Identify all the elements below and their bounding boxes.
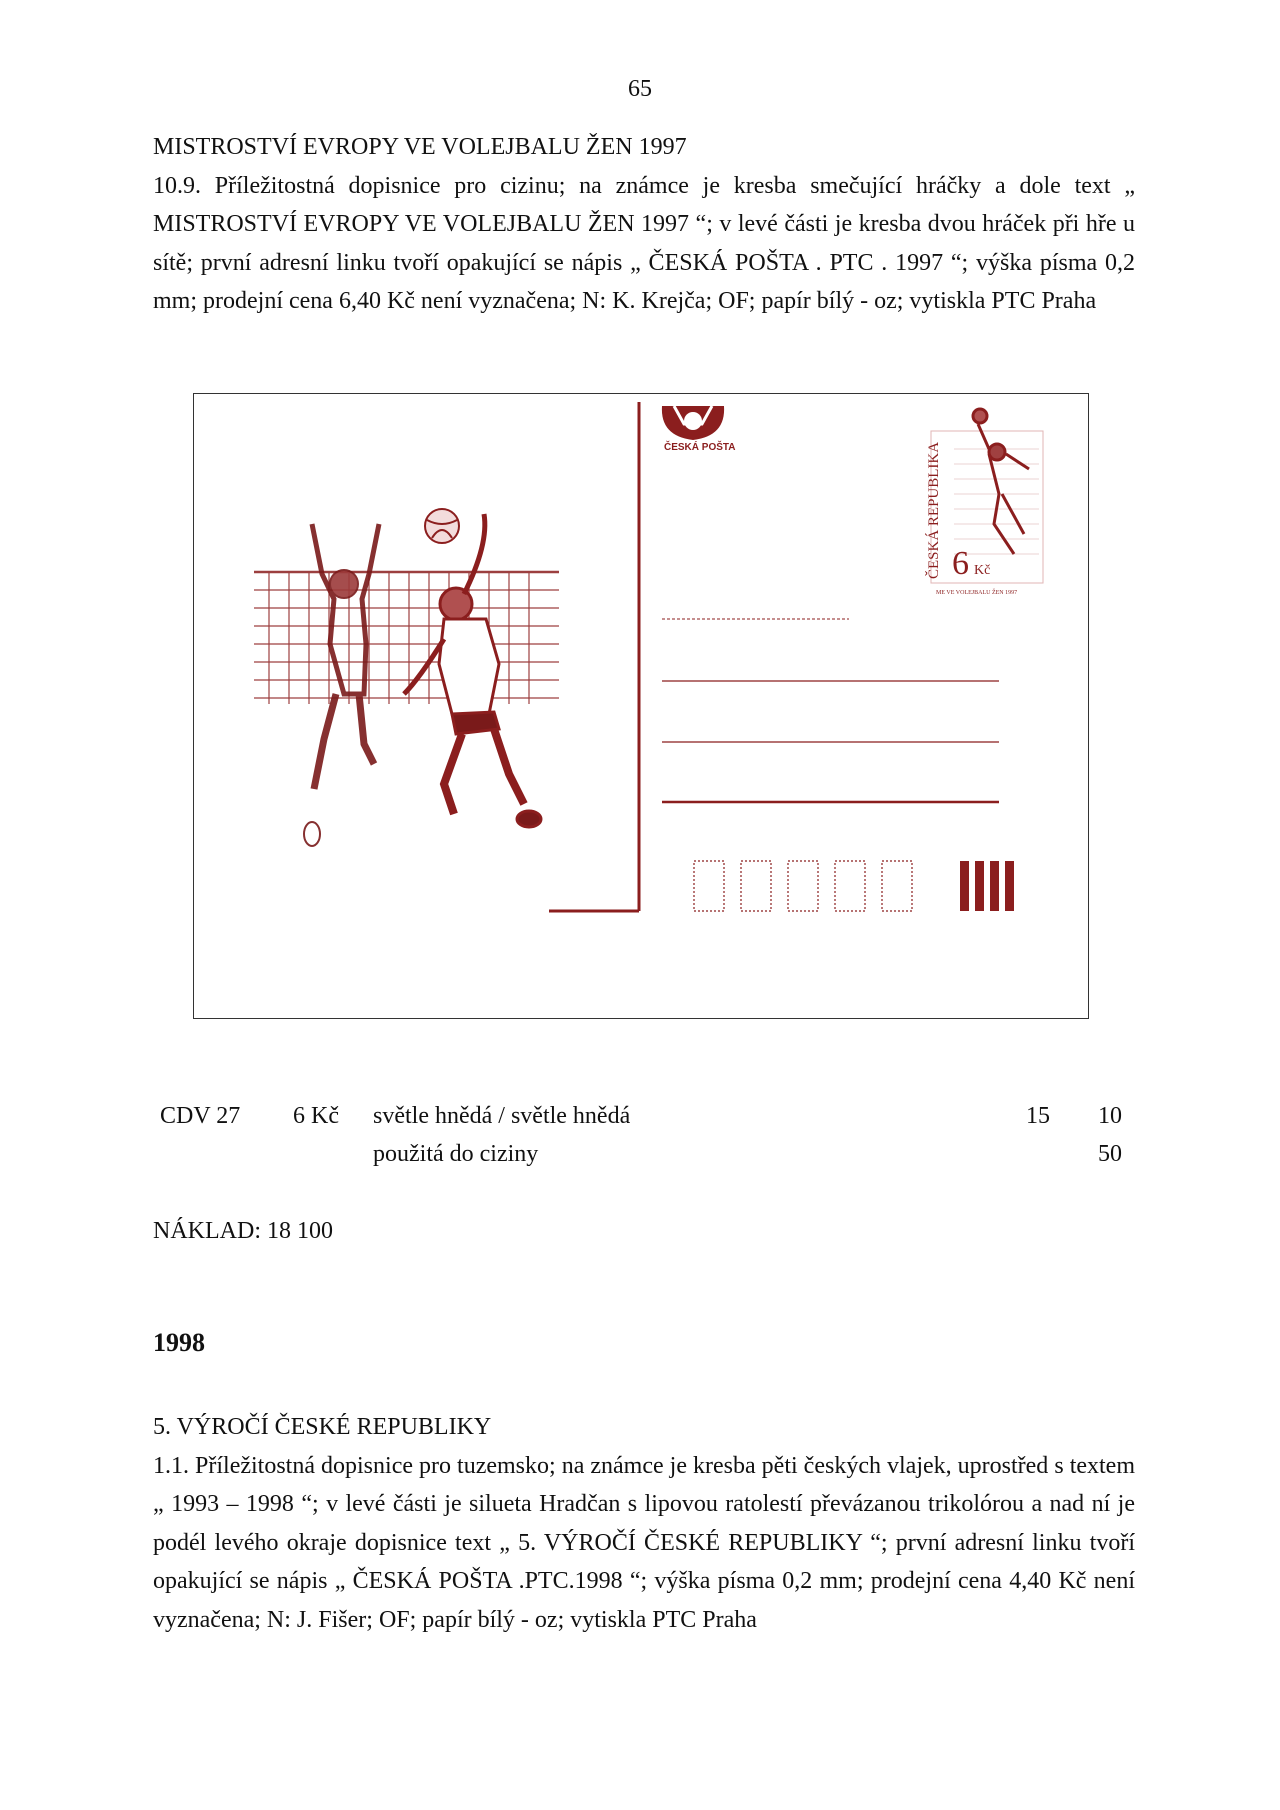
section-title: MISTROSTVÍ EVROPY VE VOLEJBALU ŽEN 1997: [153, 134, 687, 160]
postal-code-boxes: [694, 861, 912, 911]
section-description: 10.9. Příležitostná dopisnice pro cizinu; na známce je kresba smečující hráčky a dole text „ MISTROSTVÍ EVROPY VE VOLEJBALU ŽEN 1997 “; v levé části je kresba dvou hráček při hře u sítě; první adresní linku tvoří opakující se nápis „ ČESKÁ POŠTA . PTC . 1997 “; výška písma 0,2 mm; prodejní cena 6,40 Kč není vyznačena; N: K. Krejča; OF; papír bílý - oz; vytiskla PTC Praha: [153, 172, 1135, 314]
section-description: 1.1. Příležitostná dopisnice pro tuzemsko; na známce je kresba pěti českých vlajek, uprostřed s textem „ 1993 – 1998 “; v levé části je silueta Hradčan s lipovou ratolestí převázanou trikolórou a nad ní je podél levého okraje dopisnice text „ 5. VÝROČÍ ČESKÉ REPUBLIKY “; první adresní linku tvoří opakující se nápis „ ČESKÁ POŠTA .PTC.1998 “; výška písma 0,2 mm; prodejní cena 4,40 Kč není vyznačena; N: J. Fišer; OF; papír bílý - oz; vytiskla PTC Praha: [153, 1452, 1135, 1633]
catalog-used-abroad-price: 50: [1098, 1141, 1122, 1167]
address-lines: [662, 619, 999, 802]
stamp-country: ČESKÁ REPUBLIKA: [926, 441, 942, 579]
print-run: NÁKLAD: 18 100: [153, 1218, 333, 1244]
catalog-face-value: 6 Kč: [293, 1103, 339, 1129]
section-title: 5. VÝROČÍ ČESKÉ REPUBLIKY: [153, 1414, 492, 1440]
stamp: [925, 409, 1043, 596]
stamp-value: 6: [952, 545, 969, 582]
logo-text: ČESKÁ POŠTA: [664, 442, 736, 453]
stamp-caption: ME VE VOLEJBALU ŽEN 1997: [936, 590, 1018, 596]
catalog-price-used: 10: [1098, 1103, 1122, 1129]
catalog-color: světle hnědá / světle hnědá: [373, 1103, 631, 1129]
postcard-illustration: [193, 393, 1089, 1019]
volleyball-ball: [425, 509, 459, 543]
catalog-code: CDV 27: [160, 1103, 241, 1129]
volleyball-net: [254, 572, 559, 704]
player-spiking: [404, 514, 541, 827]
catalog-used-abroad-label: použitá do ciziny: [373, 1141, 539, 1167]
stamp-currency: Kč: [974, 563, 991, 578]
year-heading: 1998: [153, 1328, 205, 1357]
postcard-drawing: [194, 394, 1090, 1020]
section-volleyball-1997: [153, 128, 1135, 321]
barcode-bars-icon: [960, 861, 1014, 911]
page-number: 65: [628, 76, 652, 102]
ceska-posta-logo-icon: [662, 406, 724, 440]
catalog-price-unused: 15: [1026, 1103, 1050, 1129]
section-5th-anniversary: [153, 1408, 1135, 1639]
